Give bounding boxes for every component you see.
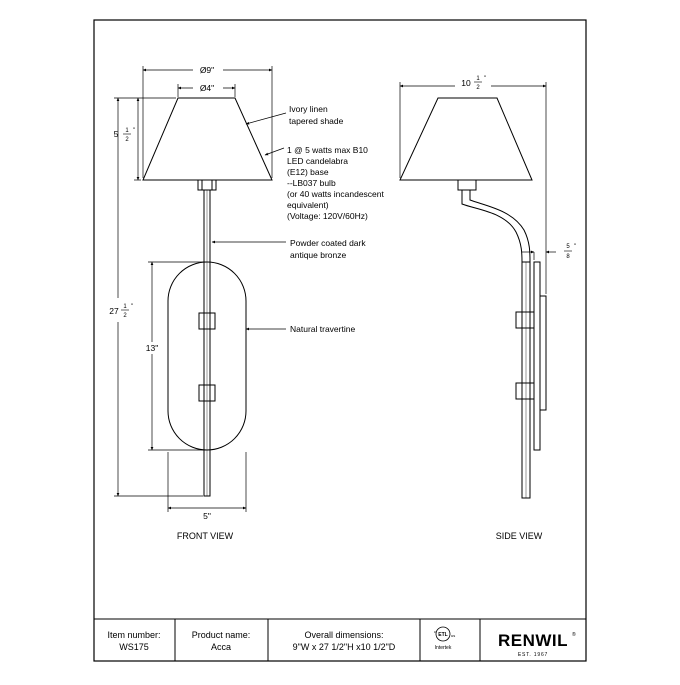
side-mount-plate	[540, 296, 546, 410]
front-socket	[198, 180, 216, 190]
leader-bulb	[265, 148, 284, 155]
dim-total-height-den: 2	[123, 313, 127, 319]
dim-shade-height-whole: 5	[113, 129, 119, 139]
side-view-caption: SIDE VIEW	[495, 531, 543, 541]
side-upper-bracket	[516, 312, 534, 328]
product-name-value: Acca	[210, 642, 232, 652]
dim-depth-unit: "	[484, 76, 487, 82]
side-shade	[400, 98, 532, 180]
renwil-logo	[498, 631, 576, 658]
svg-text:®: ®	[572, 632, 576, 638]
svg-text:EST. 1967: EST. 1967	[517, 652, 549, 658]
dim-shade-bottom-width: Ø9"	[199, 65, 215, 75]
dim-shade-height-unit: "	[133, 128, 136, 134]
product-name-label: Product name:	[191, 630, 251, 640]
dim-thickness-num: 5	[566, 244, 570, 250]
front-shade	[143, 98, 272, 180]
callout-stone: Natural travertine	[290, 324, 356, 334]
item-number-label: Item number:	[107, 630, 161, 640]
front-view-caption: FRONT VIEW	[176, 531, 234, 541]
item-number-value: WS175	[119, 642, 149, 652]
callout-bulb: 1 @ 5 watts max B10 LED candelabra (E12) base --LB037 bulb (or 40 watts incandescent equivalent) (Voltage: 120V/60Hz)	[287, 145, 384, 221]
dim-backplate-width: 5"	[203, 511, 211, 521]
svg-text:Intertek: Intertek	[434, 645, 452, 651]
svg-text:us: us	[451, 633, 456, 638]
dim-shade-height-den: 2	[125, 137, 129, 143]
dim-thickness-den: 8	[566, 254, 570, 260]
dim-total-height-whole: 27	[109, 306, 119, 316]
dim-backplate-height: 13"	[145, 343, 159, 353]
title-block	[107, 619, 576, 661]
overall-dimensions-label: Overall dimensions:	[304, 630, 384, 640]
dim-shade-height-num: 1	[125, 128, 129, 134]
dim-total-height-num: 1	[123, 304, 127, 310]
side-arm-inner	[470, 190, 530, 262]
front-view	[100, 64, 386, 541]
dim-thickness-unit: "	[574, 244, 577, 250]
etl-certification-icon	[434, 627, 455, 651]
dim-shade-top-width: Ø4"	[199, 83, 215, 93]
dim-depth-whole: 10	[461, 78, 471, 88]
side-socket	[458, 180, 476, 190]
leader-shade	[246, 113, 286, 124]
callout-finish: Powder coated dark antique bronze	[290, 238, 366, 260]
callout-shade: Ivory linen tapered shade	[289, 104, 344, 126]
side-view	[400, 72, 576, 541]
svg-text:c: c	[434, 629, 436, 634]
dim-depth-num: 1	[476, 76, 480, 82]
dim-depth-den: 2	[476, 85, 480, 91]
side-lower-bracket	[516, 383, 534, 399]
svg-text:ETL: ETL	[438, 632, 448, 638]
dim-total-height-unit: "	[131, 304, 134, 310]
side-backplate	[534, 262, 540, 450]
overall-dimensions-value: 9"W x 27 1/2"H x10 1/2"D	[292, 642, 396, 652]
svg-text:RENWIL: RENWIL	[497, 631, 569, 650]
